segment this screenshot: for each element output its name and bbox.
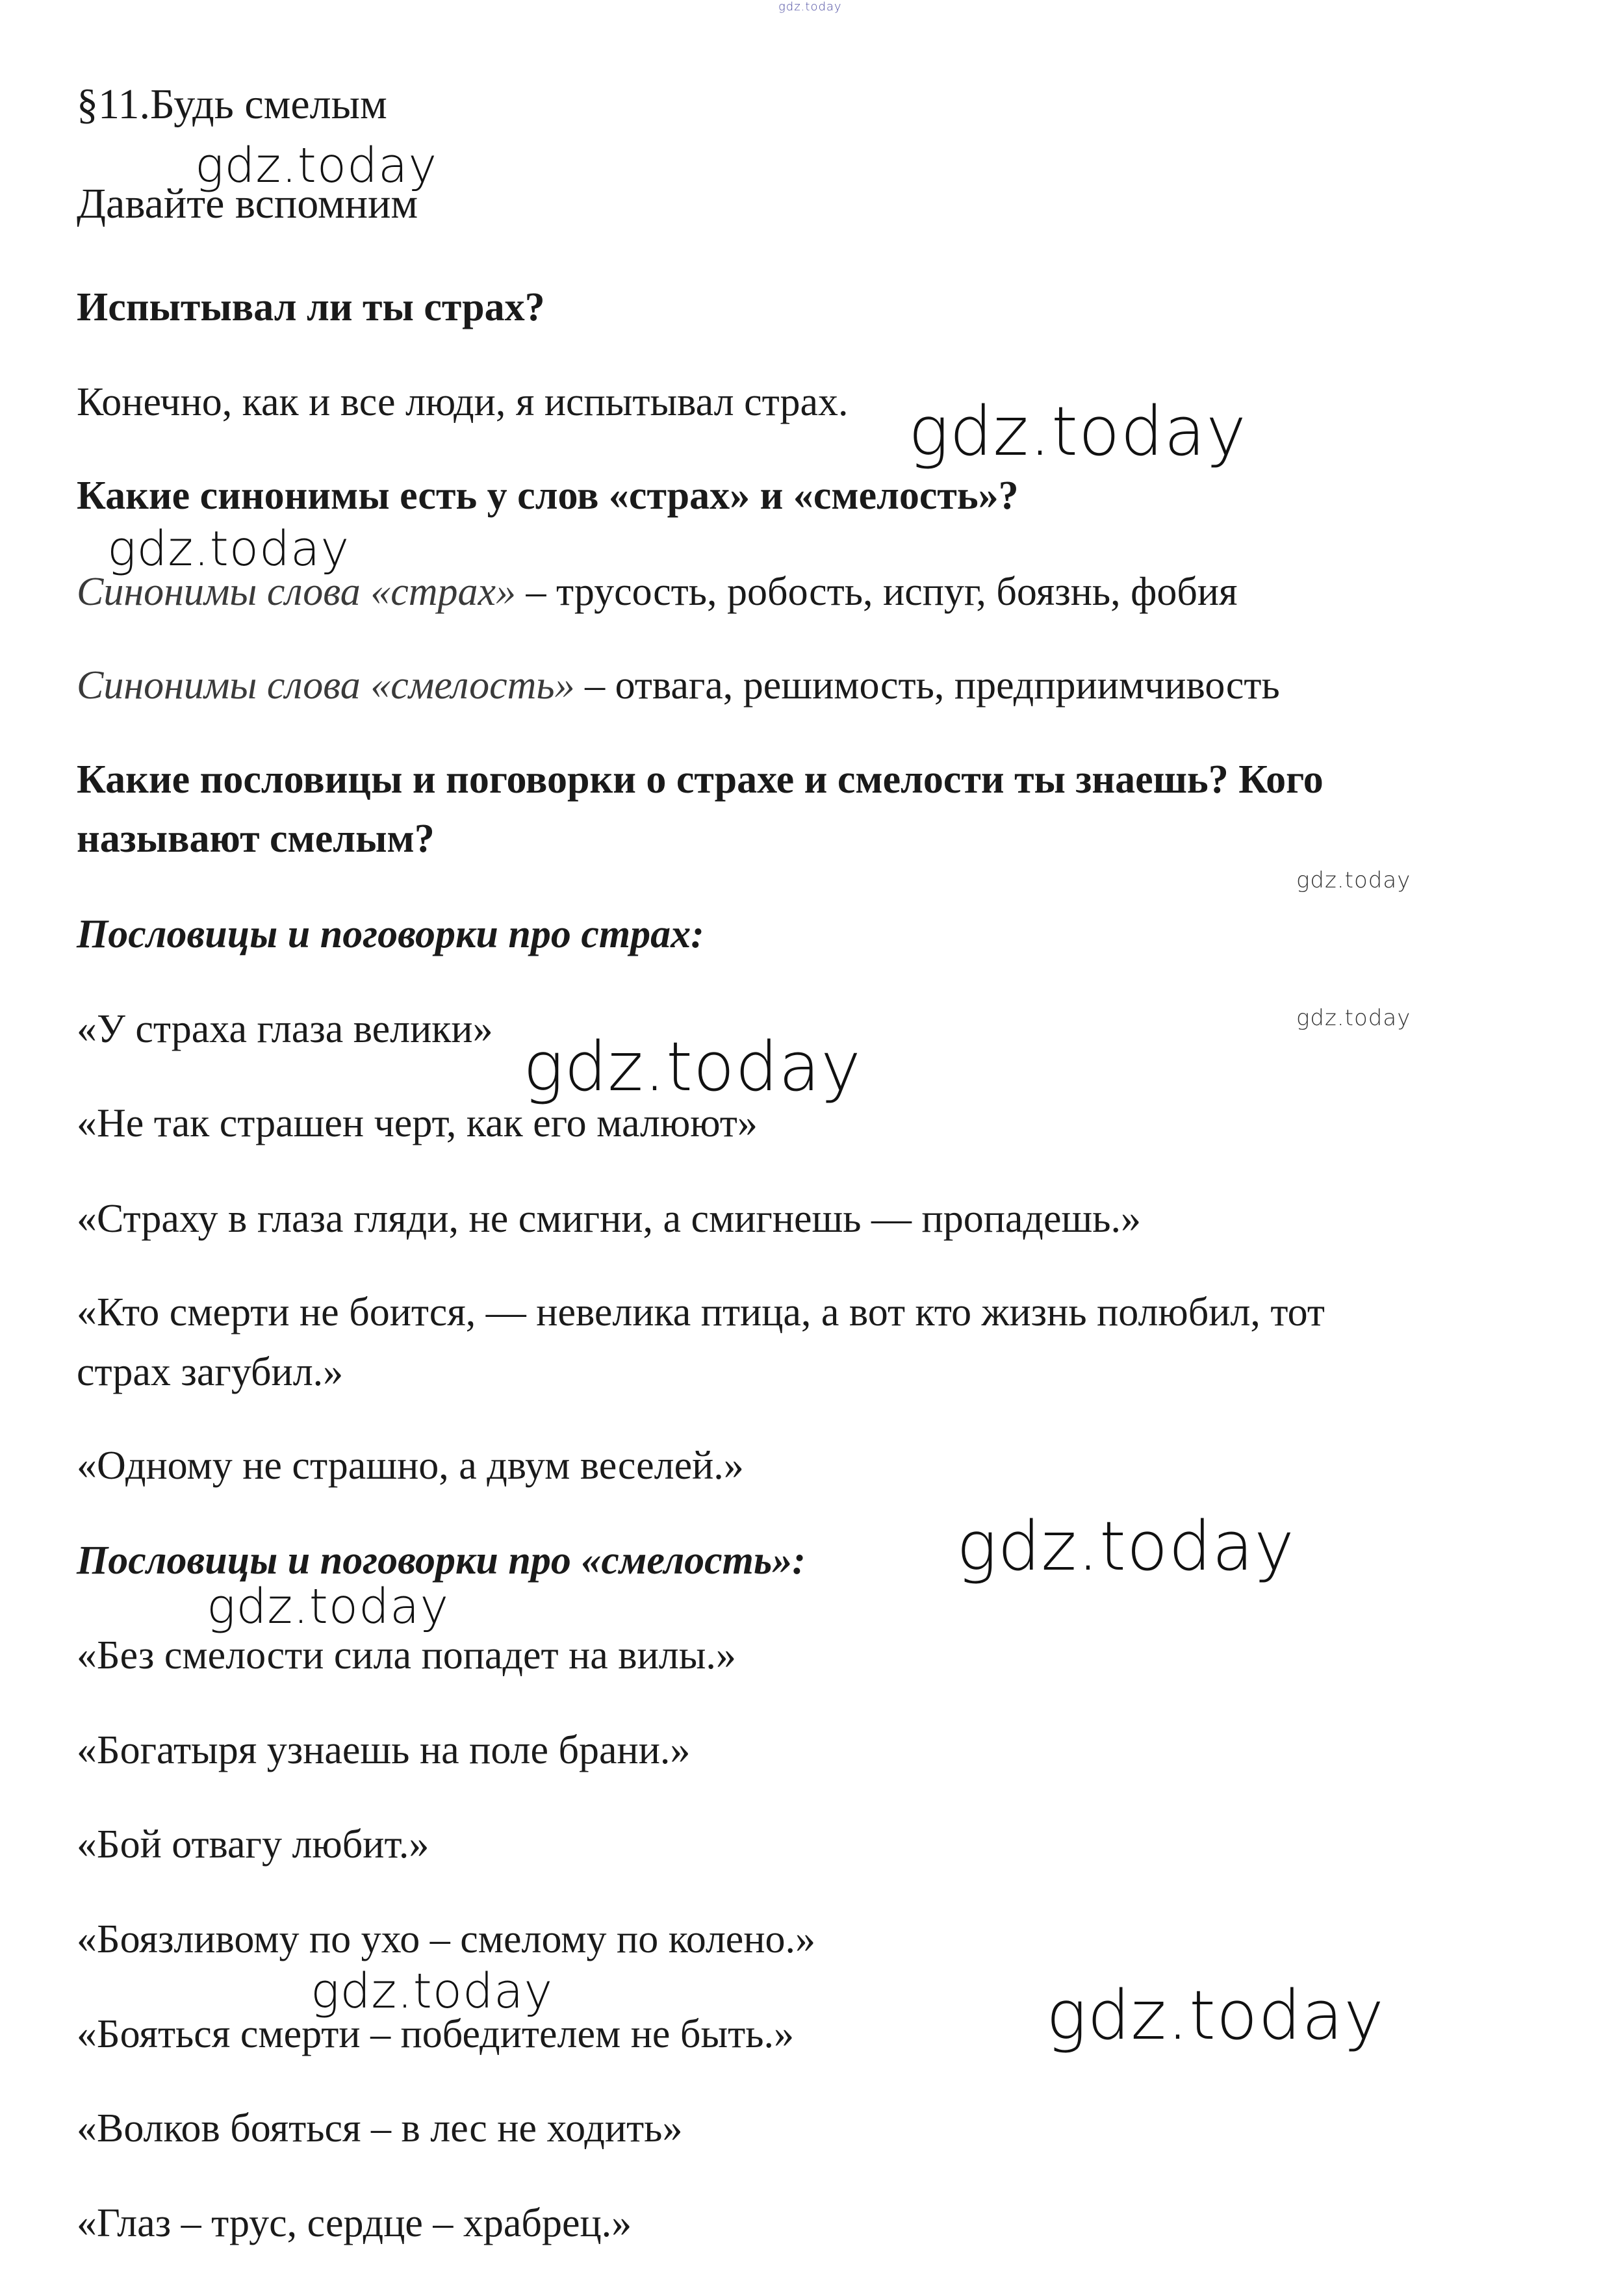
fear-proverb: «Одному не страшно, а двум веселей.» — [77, 1444, 744, 1488]
courage-proverb: «Глаз – трус, сердце – храбрец.» — [77, 2201, 632, 2245]
synonyms-courage-label: Синонимы слова «смелость» — [77, 663, 575, 708]
watermark: gdz.today — [107, 521, 350, 577]
courage-proverb: «Волков бояться – в лес не ходить» — [77, 2106, 683, 2150]
fear-proverb: «Кто смерти не боится, — невелика птица, а вот кто жизнь полюбил, тот — [77, 1290, 1325, 1334]
watermark: gdz.today — [523, 1027, 862, 1106]
courage-proverb: «Боязливому по ухо – смелому по колено.» — [77, 1917, 816, 1961]
fear-proverb-continuation: страх загубил.» — [77, 1350, 344, 1394]
watermark: gdz.today — [908, 392, 1247, 471]
watermark: gdz.today — [311, 1963, 554, 2019]
synonyms-courage-text: – отвага, решимость, предприимчивость — [574, 663, 1280, 708]
watermark: gdz.today — [778, 0, 842, 14]
page-title: §11.Будь смелым — [77, 81, 387, 128]
watermark: gdz.today — [1296, 1005, 1411, 1031]
courage-proverb: «Бой отвагу любит.» — [77, 1822, 429, 1867]
synonyms-fear-label: Синонимы слова «страх» — [77, 570, 517, 614]
synonyms-courage — [77, 662, 1280, 709]
question-proverbs-line1: Какие пословицы и поговорки о страхе и смелости ты знаешь? Кого — [77, 758, 1324, 802]
fear-proverbs-heading: Пословицы и поговорки про страх: — [77, 912, 704, 956]
watermark: gdz.today — [956, 1507, 1295, 1586]
question-proverbs-line2: называют смелым? — [77, 817, 435, 861]
courage-proverb: «Богатыря узнаешь на поле брани.» — [77, 1728, 691, 1772]
section-heading: Давайте вспомним — [77, 180, 418, 227]
answer-fear: Конечно, как и все люди, я испытывал страх. — [77, 380, 849, 424]
courage-proverb: «Без смелости сила попадет на вилы.» — [77, 1633, 736, 1677]
fear-proverb: «Страху в глаза гляди, не смигни, а смигнешь — пропадешь.» — [77, 1197, 1142, 1241]
watermark: gdz.today — [1296, 867, 1411, 893]
courage-proverb: «Бояться смерти – победителем не быть.» — [77, 2012, 794, 2056]
synonyms-fear-text: – трусость, робость, испуг, боязнь, фобия — [516, 570, 1238, 614]
courage-proverbs-heading: Пословицы и поговорки про «смелость»: — [77, 1538, 806, 1583]
fear-proverb: «У страха глаза велики» — [77, 1007, 493, 1051]
watermark: gdz.today — [1046, 1976, 1385, 2055]
watermark: gdz.today — [195, 138, 438, 194]
watermark: gdz.today — [207, 1579, 450, 1635]
question-synonyms: Какие синонимы есть у слов «страх» и «смелость»? — [77, 474, 1019, 518]
fear-proverb: «Не так страшен черт, как его малюют» — [77, 1101, 758, 1145]
question-fear: Испытывал ли ты страх? — [77, 285, 545, 329]
